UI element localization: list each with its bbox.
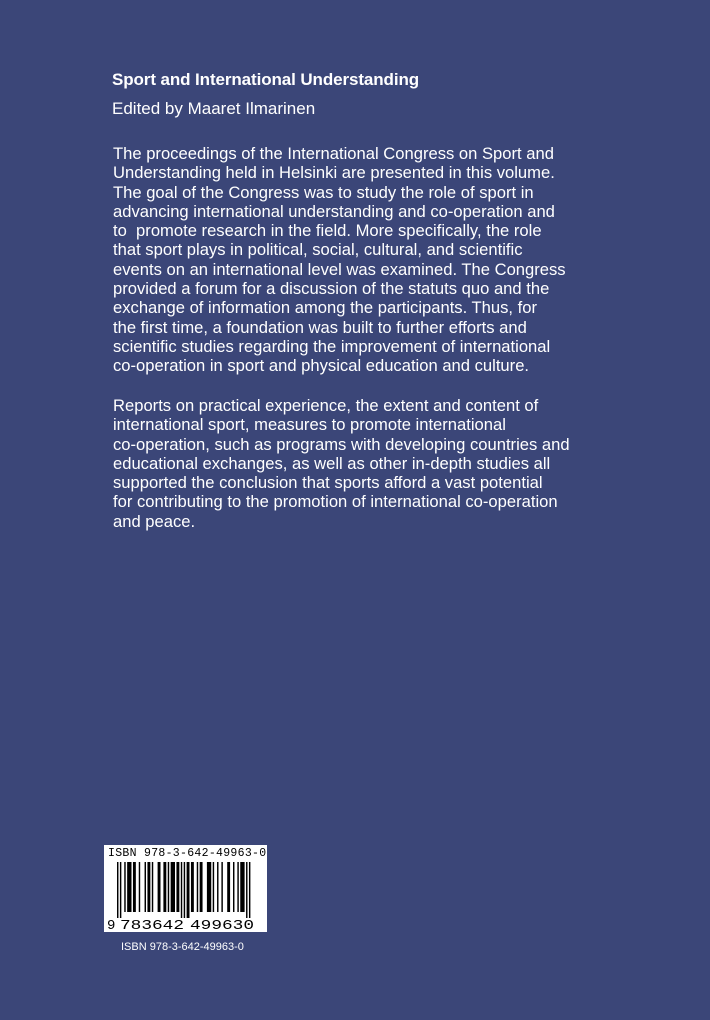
barcode-bar <box>217 862 218 912</box>
barcode-bar <box>233 862 234 912</box>
barcode-digits-group-1: 783642 <box>120 918 184 932</box>
barcode-bar <box>213 862 214 912</box>
barcode-bar <box>237 862 238 912</box>
blurb-line: Reports on practical experience, the extent and content of <box>113 396 539 415</box>
blurb-line: exchange of information among the participants. Thus, for <box>113 298 537 318</box>
blurb-line: provided a forum for a discussion of the statuts quo and the <box>113 279 550 299</box>
barcode-digit-first: 9 <box>107 918 116 932</box>
barcode-bar <box>168 862 169 912</box>
barcode-bar <box>181 862 182 918</box>
blurb-line: advancing international understanding and co-operation and <box>113 201 555 221</box>
blurb-line: events on an international level was examined. The Congress <box>113 259 566 279</box>
blurb-line: co-operation in sport and physical education and culture. <box>113 356 530 376</box>
blurb-line: supported the conclusion that sports afford a vast potential <box>113 473 543 493</box>
barcode-bar <box>240 862 244 912</box>
barcode-bar <box>152 862 153 912</box>
barcode-bar <box>133 862 136 912</box>
blurb-line: co-operation, such as programs with developing countries and <box>113 434 570 454</box>
barcode-bar <box>120 862 121 918</box>
barcode-bar <box>200 862 203 912</box>
blurb-line: and peace. <box>113 511 196 531</box>
blurb-line: The goal of the Congress was to study the role of sport in <box>113 182 534 202</box>
barcode-bars <box>104 845 267 932</box>
barcode-bar <box>197 862 198 912</box>
blurb-line: to promote research in the field. More specifically, the role <box>113 221 542 241</box>
barcode-bar <box>207 862 211 912</box>
barcode-bar <box>171 862 175 912</box>
barcode-bar <box>145 862 146 912</box>
isbn-text: ISBN 978-3-642-49963-0 <box>121 941 244 953</box>
barcode-isbn-text: ISBN 978-3-642-49963-0 <box>108 847 267 860</box>
barcode-bar <box>158 862 161 912</box>
barcode-digits-group-2: 499630 <box>190 918 254 932</box>
blurb-line: The proceedings of the International Congress on Sport and <box>113 144 554 163</box>
isbn-barcode <box>104 845 267 932</box>
blurb-paragraph-1 <box>113 144 613 376</box>
barcode-bar <box>249 862 250 918</box>
barcode-bar <box>246 862 247 918</box>
editor-line: Edited by Maaret Ilmarinen <box>112 99 316 118</box>
blurb-line: the first time, a foundation was built to further efforts and <box>113 317 527 337</box>
barcode-bar <box>163 862 166 912</box>
barcode-bar <box>227 862 230 912</box>
blurb-line: scientific studies regarding the improvement of international <box>113 336 551 356</box>
barcode-bar <box>124 862 125 912</box>
barcode-bar <box>187 862 190 918</box>
blurb-line: educational exchanges, as well as other in-depth studies all <box>113 453 551 473</box>
barcode-bar <box>127 862 131 912</box>
barcode-bar <box>191 862 194 912</box>
blurb-paragraph-2 <box>113 396 613 531</box>
blurb-line: for contributing to the promotion of international co-operation <box>113 492 558 512</box>
book-title: Sport and International Understanding <box>112 70 420 89</box>
barcode-bar <box>147 862 150 912</box>
barcode-bar <box>176 862 179 912</box>
barcode-bar <box>117 862 118 918</box>
barcode-bar <box>221 862 222 912</box>
barcode-bar <box>184 862 185 918</box>
blurb-line: international sport, measures to promote international <box>113 415 506 435</box>
barcode-bar <box>139 862 140 912</box>
blurb-line: that sport plays in political, social, cultural, and scientific <box>113 240 523 260</box>
blurb-line: Understanding held in Helsinki are presented in this volume. <box>113 163 555 183</box>
